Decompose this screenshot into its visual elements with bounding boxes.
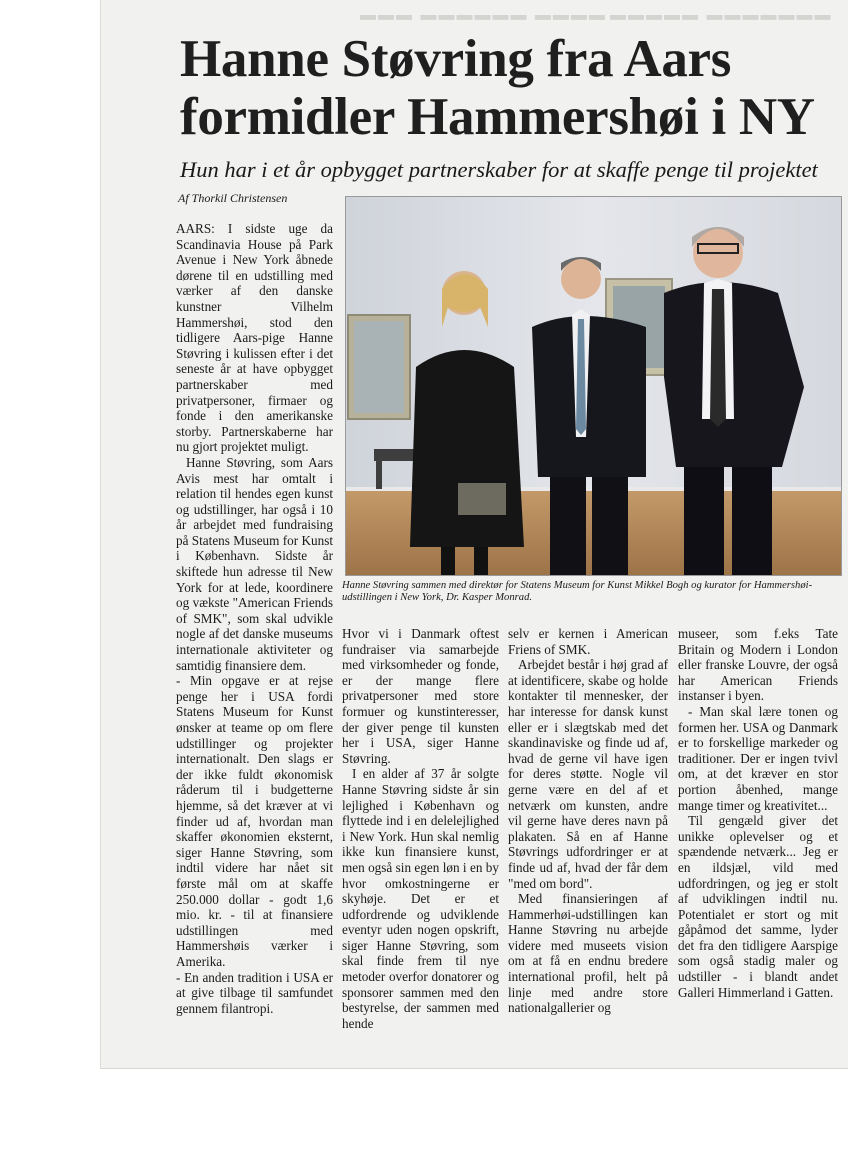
paragraph: museer, som f.eks Tate Britain og Modern i London eller franske Louvre, der også har American Friends instanser i byen. [678,626,838,704]
paragraph: - Min opgave er at rejse penge her i USA fordi Statens Museum for Kunst ønsker at teame op om flere udstillinger og projekter internationalt. Den slags er der ikke fuldt økonomisk råderum til i budgetterne hjemme, så det kræver at vi finder ud af, hvordan man skaffer økonomien eksternt, siger Hanne Støvring, som indtil videre har nået sit første mål om at skaffe 250.000 dollar - godt 1,6 mio. kr. - til at finansiere udstillingen med Hammershøis værker i Amerika. [176,673,333,969]
headline-line-1: Hanne Støvring fra Aars [180,30,732,88]
bleed-through-text: ▬▬▬▬▬ ▬▬▬▬▬▬▬ [610,11,833,28]
paragraph: Arbejdet består i høj grad af at identificere, skabe og holde kontakter til mennesker, der har interesse for dansk kunst eller er i slægtskab med det skandinaviske og finde ud af, hvad de gerne vil have igen for deres støtte. Nogle vil gerne være en del af et netværk om kunsten, andre vil gerne have deres navn på plakaten. Så en af Hanne Støvrings udfordringer er at finde ud af, hvad der får dem "med om bord". [508,657,668,891]
headline-line-2: formidler Hammershøi i NY [180,88,815,146]
article-column-4 [678,626,838,1000]
byline: Af Thorkil Christensen [178,191,288,205]
article-column-2 [342,626,499,1031]
paragraph: Hvor vi i Danmark oftest fundraiser via samarbejde med virksomheder og fonde, er der mange flere privatpersoner med store formuer og kunstinteresser, der giver penge til kunsten her i USA, siger Hanne Støvring. [342,626,499,766]
subheadline: Hun har i et år opbygget partnerskaber for at skaffe penge til projektet [180,157,818,182]
photo-caption: Hanne Støvring sammen med direktør for Statens Museum for Kunst Mikkel Bogh og kurator for Hammershøi-udstillingen i New York, Dr. Kasper Monrad. [342,580,813,603]
bleed-through-text: ▬▬▬ ▬▬▬▬▬▬ ▬▬▬▬ [360,11,607,28]
photo-illustration [346,197,841,575]
paragraph: Hanne Støvring, som Aars Avis mest har omtalt i relation til hendes egen kunst og udstillinger, har også i 10 år arbejdet med fundraising på Statens Museum for Kunst i København. Sidste år skiftede hun adresse til New York for at lede, koordinere og vækste "American Friends of SMK", som skal udvikle nogle af det danske museums internationale aktiviteter og samtidig finansiere dem. [176,454,333,673]
paragraph: - Man skal lære tonen og formen her. USA og Danmark er to forskellige markeder og traditioner. Der er ingen tvivl om, at det kræver en stor portion åbenhed, mange mange timer og kreativitet... [678,703,838,813]
paragraph: Til gengæld giver det unikke oplevelser og et spændende netværk... Jeg er en ildsjæl, vild med udfordringen, og jeg er stolt af udviklingen indtil nu. Potentialet er stort og mit gåpåmod det samme, lyder det fra den tidligere Aarspige som også stadig maler og udstiller - i blandt andet Galleri Himmerland i Gatten. [678,813,838,1000]
paragraph: I en alder af 37 år solgte Hanne Støvring sidste år sin lejlighed i København og flyttede ind i en delelejlighed i New York. Hun skal nemlig ikke kun finansiere kunst, men også sin egen løn i en by hvor omkostningerne er skyhøje. Det er et udfordrende og udviklende eventyr uden nogen opskrift, siger Hanne Støvring, som skal finde frem til nye metoder overfor donatorer og sponsorer sammen med den bestyrelse, der sammen med hende [342,766,499,1031]
article-column-3 [508,626,668,1016]
paragraph: - En anden tradition i USA er at give tilbage til samfundet gennem filantropi. [176,969,333,1016]
paragraph: selv er kernen i American Friens of SMK. [508,626,668,657]
article-column-1 [176,221,333,1016]
paragraph: Med finansieringen af Hammerhøi-udstillingen kan Hanne Støvring nu arbejde videre med museets vision om at få en endnu bredere international profil, helt på linje med andre store nationalgallerier og [508,891,668,1016]
headline [180,30,840,146]
paragraph: AARS: I sidste uge da Scandinavia House på Park Avenue i New York åbnede dørene til en udstilling med værker af den danske kunstner Vilhelm Hammershøi, stod den tidligere Aars-pige Hanne Støvring i kulissen efter i det seneste år at have opbygget partnerskaber med privatpersoner, firmaer og fonde i den amerikanske storby. Partnerskaberne har nu gjort projektet muligt. [176,221,333,455]
article-photo [345,196,842,576]
